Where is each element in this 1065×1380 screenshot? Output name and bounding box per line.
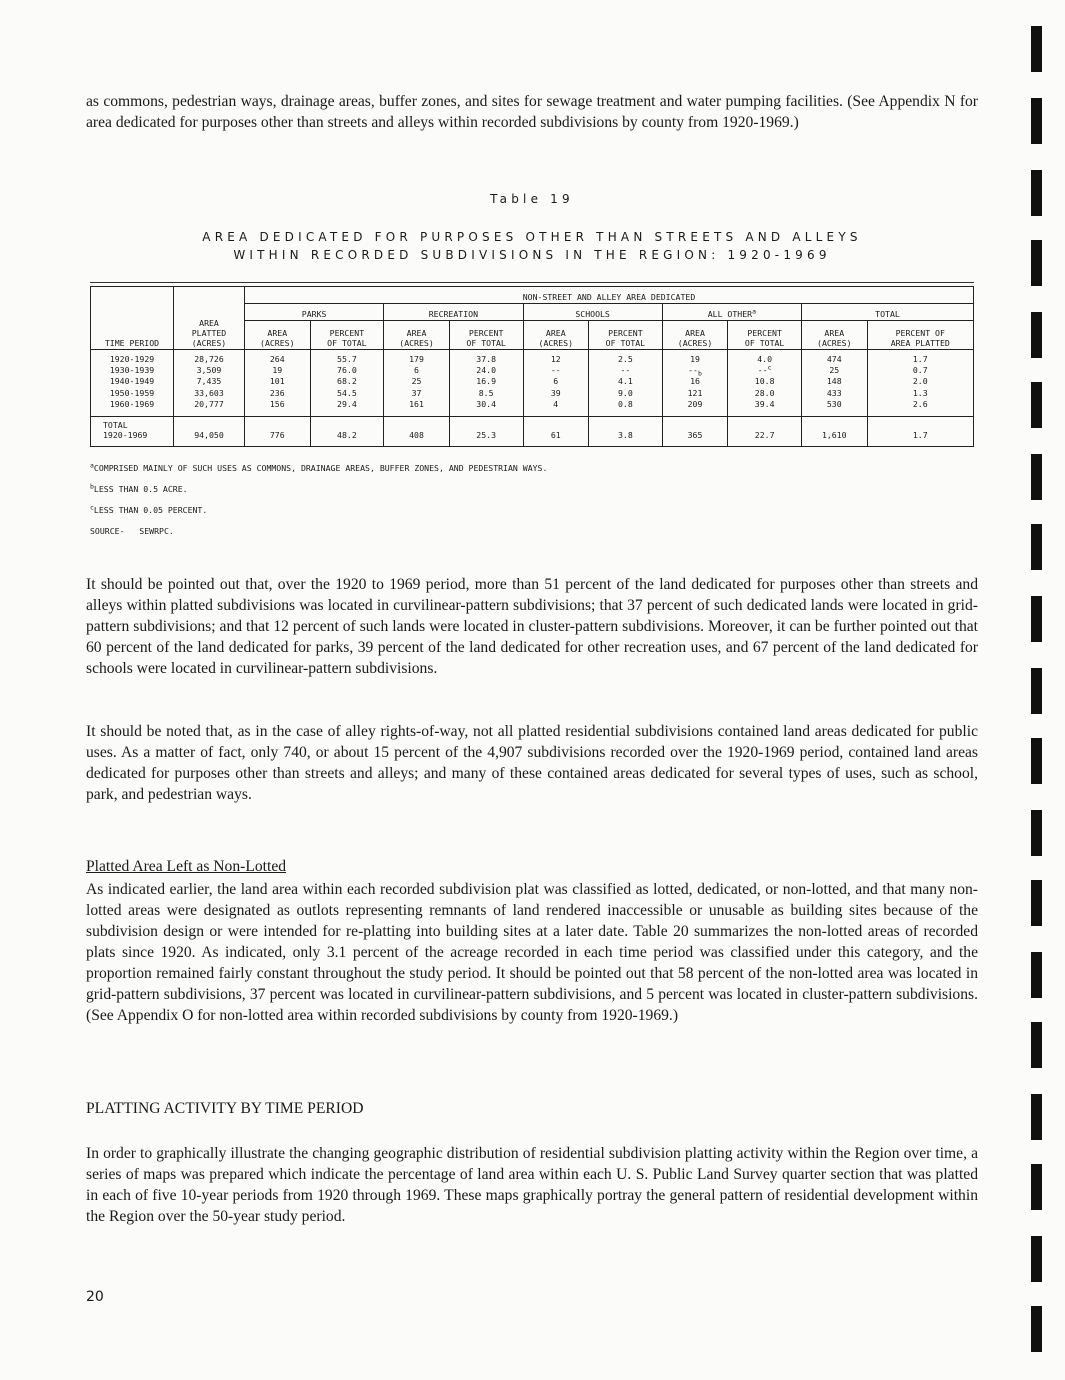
- paragraph-5: In order to graphically illustrate the changing geographic distribution of residential subdivision platting activity within the Region over time, a series of maps was prepared which indicate the percentage of land area within each U. S. Public Land Survey quarter section that was platted in each of five 10-year periods from 1920 through 1969. These maps graphically portray the general pattern of residential development within the Region over the 50-year study period.: [86, 1145, 978, 1225]
- platted-value: 28,726: [194, 354, 224, 364]
- sub-header-text: AREA: [685, 328, 705, 338]
- paragraph-4: As indicated earlier, the land area within each recorded subdivision plat was classified as lotted, dedicated, or non-lotted, and that many non-lotted areas were designated as outlots representing remnants of land rendered inaccessible or unusable as building sites because of the subdivision design or were intended for re-platting into building sites at a later date. Table 20 summarizes the non-lotted areas of recorded plats since 1920. As indicated, only 3.1 percent of the acreage recorded in each time period was classified under this category, and the proportion remained fairly constant throughout the study period. It should be pointed out that 58 percent of the non-lotted area was located in grid-pattern subdivisions, 37 percent was located in curvilinear-pattern subdivisions, and 5 percent was located in cluster-pattern subdivisions. (See Appendix O for non-lotted area within recorded subdivisions by county from 1920-1969.): [86, 881, 978, 1024]
- sch-area-cell: [523, 350, 589, 417]
- tot-pct-value: 2.6: [912, 398, 928, 409]
- tot-area-value: 530: [826, 398, 842, 409]
- sub-header-text: OF TOTAL: [605, 338, 646, 348]
- section-heading-platting-activity: PLATTING ACTIVITY BY TIME PERIOD: [86, 1100, 364, 1117]
- rec-pct-value: 8.5: [478, 387, 494, 398]
- scan-mark: [1031, 382, 1042, 428]
- rec-area-value: 179: [409, 354, 424, 364]
- tot-pct-value: 0.7: [912, 365, 928, 376]
- tot-area-cell: [802, 350, 868, 417]
- sub-header-area: [662, 321, 728, 350]
- paragraph-2: It should be pointed out that, over the 1920 to 1969 period, more than 51 percent of the land dedicated for purposes other than streets and alleys within platted subdivisions was located in curvilinear-pattern subdivisions; that 37 percent of such dedicated lands were located in grid-pattern subdivisions; and that 12 percent of such lands were located in cluster-pattern subdivisions. Moreover, it can be further pointed out that 60 percent of the land dedicated for parks, 39 percent of the land dedicated for other recreation uses, and 67 percent of the land dedicated for schools were located in curvilinear-pattern subdivisions.: [86, 576, 978, 677]
- scan-mark: [1031, 596, 1042, 642]
- col-header-text: AREA: [199, 318, 219, 328]
- scan-mark: [1031, 1236, 1042, 1282]
- total-tot-area: 1,610: [802, 417, 868, 447]
- scan-mark: [1031, 240, 1042, 286]
- platted-value: 20,777: [194, 398, 224, 409]
- page-number: 20: [86, 1289, 104, 1305]
- tot-pct-value: 1.3: [912, 387, 928, 398]
- sub-header-text: AREA PLATTED: [890, 338, 950, 348]
- sub-header-text: AREA: [545, 328, 566, 338]
- oth-area-value: [665, 354, 726, 365]
- scan-mark: [1031, 1164, 1042, 1210]
- oth-pct-value: 28.0: [754, 387, 775, 398]
- sub-header-text: AREA: [406, 328, 427, 338]
- total-period: 1920-1969: [103, 430, 148, 441]
- sch-area-value: --: [550, 365, 561, 376]
- sub-header-text: OF TOTAL: [744, 338, 785, 348]
- tot-pct-value: 1.7: [912, 354, 928, 364]
- group-header-schools: SCHOOLS: [523, 304, 662, 321]
- footnote-a: [90, 463, 547, 473]
- parks-area-value: 236: [269, 387, 285, 398]
- footnote-marker: c: [90, 503, 94, 512]
- oth-area-text: 19: [690, 354, 700, 364]
- platted-value: 3,509: [196, 365, 222, 376]
- scan-mark: [1031, 668, 1042, 714]
- table-19: [90, 286, 974, 447]
- footnote-marker: b: [697, 369, 702, 378]
- scan-mark: [1031, 880, 1042, 926]
- table-title-line-2: WITHIN RECORDED SUBDIVISIONS IN THE REGION: 1920-1969: [233, 248, 831, 262]
- period-value: 1940-1949: [109, 376, 155, 387]
- footnote-b: [90, 484, 188, 494]
- total-parks-pct: 48.2: [310, 417, 384, 447]
- scan-mark: [1031, 454, 1042, 500]
- rec-pct-value: 37.8: [476, 354, 496, 364]
- col-header-time-period: TIME PERIOD: [91, 287, 174, 350]
- period-value: 1960-1969: [109, 398, 155, 409]
- rec-area-cell: [384, 350, 450, 417]
- sub-header-text: (ACRES): [538, 338, 574, 348]
- scan-mark: [1031, 98, 1042, 144]
- sch-pct-value: 2.5: [618, 354, 633, 364]
- total-oth-pct: 22.7: [728, 417, 802, 447]
- tot-area-value: 25: [829, 365, 840, 376]
- sub-header-text: PERCENT: [747, 328, 782, 338]
- table-title-line-1: AREA DEDICATED FOR PURPOSES OTHER THAN STREETS AND ALLEYS: [202, 230, 862, 244]
- footnote-text: LESS THAN 0.05 PERCENT.: [93, 505, 208, 515]
- intro-paragraph: as commons, pedestrian ways, drainage areas, buffer zones, and sites for sewage treatment and water pumping facilities. (See Appendix N for area dedicated for purposes other than streets and alleys within recorded subdivisions by county from 1920-1969.): [86, 93, 978, 131]
- table-data-rows: [91, 350, 974, 417]
- scan-mark: [1031, 810, 1042, 856]
- sub-header-text: (ACRES): [399, 338, 434, 348]
- period-value: 1930-1939: [109, 365, 155, 376]
- oth-area-value: 16: [690, 376, 700, 387]
- group-header-text: ALL OTHER: [707, 309, 753, 319]
- sub-header-percent: [449, 321, 523, 350]
- scan-mark: [1031, 26, 1042, 72]
- parks-area-value: 264: [269, 354, 285, 364]
- sch-pct-value: 0.8: [618, 398, 633, 409]
- tot-area-value: 148: [826, 376, 842, 387]
- oth-pct-value: 39.4: [754, 398, 775, 409]
- sub-header-text: (ACRES): [817, 338, 852, 348]
- sub-header-area: [802, 321, 868, 350]
- total-tot-pct: 1.7: [867, 417, 973, 447]
- sub-header-text: (ACRES): [677, 338, 713, 348]
- parks-pct-value: 68.2: [337, 376, 357, 387]
- tot-pct-cell: [867, 350, 973, 417]
- tot-area-value: 433: [826, 387, 842, 398]
- oth-pct-text: --: [757, 365, 768, 376]
- sub-header-percent: [589, 321, 663, 350]
- parks-area-cell: [245, 350, 311, 417]
- col-header-text: (ACRES): [191, 338, 227, 348]
- sub-header-area: [384, 321, 450, 350]
- total-sch-pct: 3.8: [589, 417, 663, 447]
- rec-area-value: 161: [409, 398, 424, 409]
- total-oth-area: 365: [662, 417, 728, 447]
- sch-area-value: 12: [550, 354, 561, 364]
- scan-mark: [1031, 1022, 1042, 1068]
- parks-pct-cell: [310, 350, 384, 417]
- oth-area-cell: [662, 350, 728, 417]
- sub-header-text: PERCENT OF: [895, 328, 945, 338]
- parks-area-value: 19: [272, 365, 283, 376]
- table-source: SOURCE- SEWRPC.: [90, 526, 174, 536]
- total-platted: 94,050: [174, 417, 245, 447]
- sch-area-value: 4: [553, 398, 559, 409]
- supergroup-header: NON-STREET AND ALLEY AREA DEDICATED: [245, 287, 974, 304]
- total-parks-area: 776: [245, 417, 311, 447]
- rec-area-value: 6: [414, 365, 419, 376]
- total-rec-area: 408: [384, 417, 450, 447]
- group-header-parks: PARKS: [245, 304, 384, 321]
- scan-mark: [1031, 952, 1042, 998]
- sub-header-text: AREA: [267, 328, 288, 338]
- tot-area-value: 474: [826, 354, 842, 364]
- sub-header-percent-platted: [867, 321, 973, 350]
- sub-header-text: PERCENT: [468, 328, 504, 338]
- parks-pct-value: 76.0: [337, 365, 357, 376]
- period-value: 1950-1959: [109, 387, 155, 398]
- period-value: 1920-1929: [109, 354, 155, 364]
- section-heading-non-lotted: Platted Area Left as Non-Lotted: [86, 858, 287, 875]
- group-header-recreation: RECREATION: [384, 304, 523, 321]
- sub-header-percent: [310, 321, 384, 350]
- oth-area-value: 121: [687, 387, 703, 398]
- footnote-marker: c: [767, 363, 772, 372]
- scan-mark: [1031, 738, 1042, 784]
- parks-area-value: 156: [269, 398, 285, 409]
- sch-pct-value: --: [620, 365, 631, 376]
- rec-pct-value: 30.4: [476, 398, 496, 409]
- rec-pct-value: 24.0: [476, 365, 496, 376]
- table-top-rule: [90, 282, 974, 283]
- sub-header-text: OF TOTAL: [327, 338, 367, 348]
- sub-header-text: (ACRES): [260, 338, 295, 348]
- platted-value: 7,435: [196, 376, 222, 387]
- scan-edge-marks: [1031, 0, 1045, 1380]
- sub-header-text: AREA: [824, 328, 845, 338]
- scan-mark: [1031, 170, 1042, 216]
- group-header-total: TOTAL: [802, 304, 974, 321]
- oth-pct-cell: [728, 350, 802, 417]
- sch-area-value: 6: [553, 376, 559, 387]
- oth-area-text: --: [688, 365, 698, 376]
- paragraph-3: It should be noted that, as in the case of alley rights-of-way, not all platted residential subdivisions contained land areas dedicated for public uses. As a matter of fact, only 740, or about 15 percent of the 4,907 subdivisions recorded over the 1920-1969 period, contained land areas dedicated for purposes other than streets and alleys; and many of these contained areas dedicated for several types of uses, such as school, park, and pedestrian ways.: [86, 723, 978, 803]
- sch-pct-value: 4.1: [618, 376, 633, 387]
- sch-pct-value: 9.0: [618, 387, 633, 398]
- oth-area-value: 209: [687, 398, 703, 409]
- platted-value: 33,603: [194, 387, 224, 398]
- sub-header-area: [245, 321, 311, 350]
- table-label: Table 19: [490, 192, 574, 206]
- sub-header-text: OF TOTAL: [466, 338, 506, 348]
- total-sch-area: 61: [523, 417, 589, 447]
- periods-cell: [91, 350, 174, 417]
- col-header-text: PLATTED: [191, 328, 227, 338]
- footnote-c: [90, 505, 207, 515]
- sch-area-value: 39: [550, 387, 561, 398]
- sch-pct-cell: [589, 350, 663, 417]
- sub-header-text: PERCENT: [608, 328, 643, 338]
- parks-pct-value: 54.5: [337, 387, 357, 398]
- footnote-text: LESS THAN 0.5 ACRE.: [93, 484, 188, 494]
- rec-pct-value: 16.9: [476, 376, 496, 387]
- oth-area-value: [665, 365, 726, 376]
- parks-area-value: 101: [269, 376, 285, 387]
- sub-header-area: [523, 321, 589, 350]
- footnote-text: COMPRISED MAINLY OF SUCH USES AS COMMONS, DRAINAGE AREAS, BUFFER ZONES, AND PEDESTRIAN WAYS.: [93, 463, 548, 473]
- footnote-marker: a: [90, 461, 94, 470]
- oth-pct-value: [730, 365, 799, 376]
- oth-pct-value: [730, 354, 799, 365]
- parks-pct-value: 29.4: [337, 398, 357, 409]
- rec-pct-cell: [449, 350, 523, 417]
- scan-mark: [1031, 1094, 1042, 1140]
- footnote-marker: b: [90, 482, 94, 491]
- total-label-cell: [91, 417, 174, 447]
- sub-header-percent: [728, 321, 802, 350]
- oth-pct-value: 10.8: [754, 376, 775, 387]
- parks-pct-value: 55.7: [337, 354, 357, 364]
- table-total-row: [91, 417, 974, 447]
- tot-pct-value: 2.0: [912, 376, 928, 387]
- scan-mark: [1031, 524, 1042, 570]
- oth-pct-text: 4.0: [757, 354, 773, 364]
- rec-area-value: 25: [411, 376, 422, 387]
- group-header-all-other: [662, 304, 801, 321]
- sub-header-text: PERCENT: [329, 328, 365, 338]
- col-header-area-platted: [174, 287, 245, 350]
- scan-mark: [1031, 1306, 1042, 1352]
- total-label: TOTAL: [103, 420, 128, 431]
- footnote-marker: a: [752, 307, 757, 316]
- rec-area-value: 37: [411, 387, 422, 398]
- total-rec-pct: 25.3: [449, 417, 523, 447]
- platted-cell: [174, 350, 245, 417]
- scan-mark: [1031, 312, 1042, 358]
